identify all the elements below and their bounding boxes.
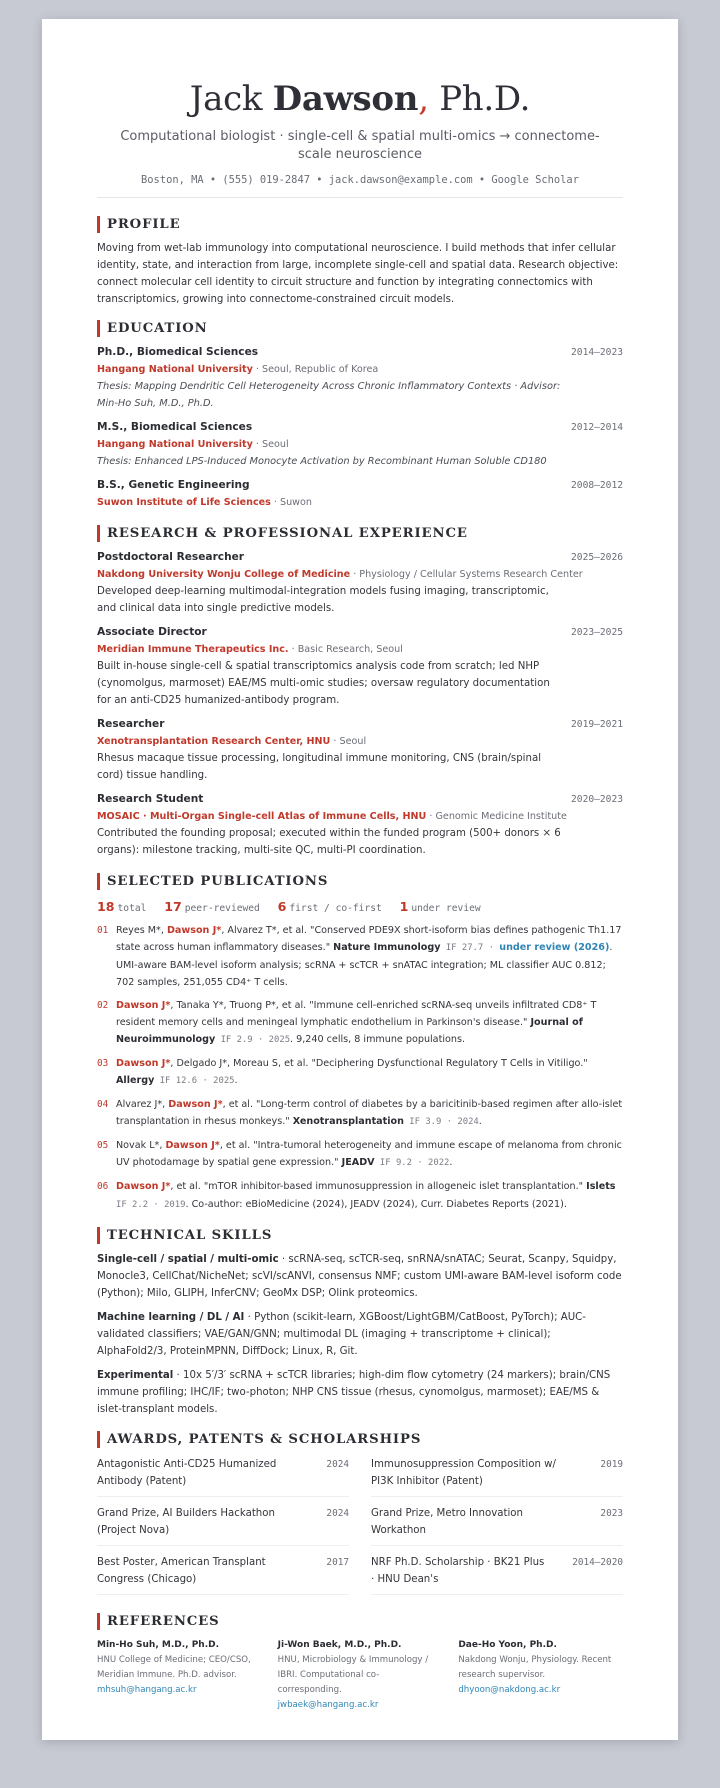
section-title-awards: AWARDS, PATENTS & SCHOLARSHIPS	[97, 1431, 623, 1448]
thesis: Thesis: Enhanced LPS-Induced Monocyte Activation by Recombinant Human Soluble CD180	[97, 456, 547, 468]
publication-item	[97, 1055, 623, 1090]
journal: Journal of Neuroimmunology	[116, 1017, 583, 1046]
publication-stats	[97, 898, 623, 917]
reference-item	[97, 1638, 262, 1713]
first-name: Jack	[189, 79, 263, 119]
skills-section	[97, 1227, 623, 1418]
entry-date: 2019–2021	[571, 719, 623, 731]
publication-item	[97, 997, 623, 1049]
education-section	[97, 320, 623, 511]
award-year: 2017	[326, 1557, 349, 1569]
award-year: 2019	[600, 1459, 623, 1471]
role-description: Developed deep-learning multimodal-integration models fusing imaging, transcriptomic, and clinical data into single predictive models.	[97, 586, 549, 615]
skill-label: Machine learning / DL / AI	[97, 1312, 245, 1324]
reference-item	[458, 1638, 623, 1713]
journal: JEADV	[341, 1157, 375, 1169]
degree: B.S., Genetic Engineering	[97, 479, 250, 492]
publication-item	[97, 1096, 623, 1131]
stat-first: 6	[277, 899, 287, 915]
experience-entry	[97, 624, 623, 709]
award-name: Antagonistic Anti-CD25 Humanized Antibody (Patent)	[97, 1459, 277, 1488]
publication-notes: . 9,240 cells, 8 immune populations.	[290, 1034, 465, 1046]
section-title-publications: SELECTED PUBLICATIONS	[97, 873, 623, 890]
institution-line	[97, 361, 623, 378]
self-author: Dawson J*	[168, 1099, 223, 1111]
publication-item	[97, 922, 623, 991]
publication-notes: .	[234, 1075, 238, 1087]
impact-factor: IF 12.6 · 2025	[154, 1076, 235, 1087]
publication-notes: . UMI-aware BAM-level isoform analysis; scRNA + scTCR + snATAC integration; ML classifier AUC 0.812; 702 samples, 251,055 CD4⁺ T cells.	[116, 942, 613, 989]
reference-email-link[interactable]: jwbaek@hangang.ac.kr	[277, 1700, 379, 1711]
skill-text: · 10x 5′/3′ scRNA + scTCR libraries; high-dim flow cytometry (24 markers); brain/CNS immune profiling; IHC/IF; two-photon; NHP CNS tissue (rhesus, cynomolgus, marmoset); EAE/MS & islet-transplant models.	[97, 1370, 611, 1416]
employer-line	[97, 808, 623, 825]
skill-group	[97, 1251, 623, 1302]
section-title-profile: PROFILE	[97, 216, 623, 233]
publication-number: 03	[97, 1058, 109, 1070]
impact-factor: IF 27.7 ·	[440, 943, 500, 954]
self-author: Dawson J*	[116, 1181, 171, 1193]
candidate-name	[97, 81, 623, 118]
department: · Basic Research, Seoul	[288, 644, 403, 656]
thesis: Thesis: Mapping Dendritic Cell Heterogeneity Across Chronic Inflammatory Contexts · Advisor: Min-Ho Suh, M.D., Ph.D.	[97, 381, 561, 410]
award-name: Grand Prize, AI Builders Hackathon (Project Nova)	[97, 1508, 275, 1537]
authors-pre: Alvarez J*,	[116, 1099, 169, 1111]
journal: Allergy	[116, 1075, 155, 1087]
stat-peer: 17	[164, 899, 182, 915]
reference-description: HNU, Microbiology & Immunology / IBRI. Computational co-corresponding.	[277, 1655, 429, 1696]
reference-name: Dae-Ho Yoon, Ph.D.	[458, 1640, 557, 1651]
stat-label: peer-reviewed	[184, 903, 260, 915]
profile-section	[97, 216, 623, 308]
employer: Xenotransplantation Research Center, HNU	[97, 736, 331, 748]
awards-grid	[97, 1456, 623, 1603]
role-description: Built in-house single-cell & spatial transcriptomics analysis code from scratch; led NHP (cynomolgus, marmoset) EAE/MS multi-omic studies; oversaw regulatory documentation for an anti-CD25 humanized-antibody program.	[97, 661, 550, 707]
award-item	[371, 1505, 623, 1546]
publication-number: 01	[97, 925, 109, 937]
location: · Suwon	[270, 497, 312, 509]
employer-line	[97, 566, 623, 583]
reference-email-link[interactable]: dhyoon@nakdong.ac.kr	[458, 1685, 561, 1696]
stat-total: 18	[97, 899, 115, 915]
profile-text: Moving from wet-lab immunology into computational neuroscience. I build methods that infer cellular identity, state, and interaction from large, incomplete single-cell and spatial data. Research objective: connect molecular cell identity to circuit structure and function by integrating connectomics with transcriptomics, growing into connectome-constrained circuit models.	[97, 243, 619, 306]
skill-group	[97, 1367, 623, 1418]
reference-name: Ji-Won Baek, M.D., Ph.D.	[277, 1640, 402, 1651]
authors-title: , Tanaka Y*, Truong P*, et al. "Immune cell-enriched scRNA-seq unveils infiltrated CD8⁺ T resident memory cells and meningeal lymphatic endothelium in Parkinson's disease."	[116, 1000, 597, 1029]
award-name: Grand Prize, Metro Innovation Workathon	[371, 1508, 523, 1537]
skill-label: Single-cell / spatial / multi-omic	[97, 1254, 279, 1266]
role: Research Student	[97, 793, 204, 806]
authors-pre: Novak L*,	[116, 1140, 166, 1152]
stat-review: 1	[399, 899, 409, 915]
publication-item	[97, 1137, 623, 1172]
entry-date: 2023–2025	[571, 627, 623, 639]
skill-text: · scRNA-seq, scTCR-seq, snRNA/snATAC; Seurat, Scanpy, Squidpy, Monocle3, CellChat/NicheNet; scVI/scANVI, consensus NMF; custom UMI-aware BAM-level isoform code (Python); Milo, GLIPH, InferCNV; GeoMx DSP; Olink proteomics.	[97, 1254, 622, 1300]
award-item	[97, 1554, 349, 1595]
authors-pre: Reyes M*,	[116, 925, 167, 937]
department: · Seoul	[330, 736, 367, 748]
self-author: Dawson J*	[165, 1140, 220, 1152]
stat-label: total	[117, 903, 147, 915]
name-comma: ,	[418, 79, 429, 119]
entry-date: 2025–2026	[571, 552, 623, 564]
experience-section	[97, 525, 623, 859]
employer: Meridian Immune Therapeutics Inc.	[97, 644, 289, 656]
education-entry	[97, 344, 623, 412]
references-grid	[97, 1638, 623, 1713]
publication-notes: .	[478, 1116, 482, 1128]
location: · Seoul, Republic of Korea	[252, 364, 379, 376]
impact-factor: IF 2.2 · 2019	[116, 1200, 186, 1211]
contact-line: Boston, MA • (555) 019-2847 • jack.dawson@example.com • Google Scholar	[141, 174, 579, 187]
institution: Suwon Institute of Life Sciences	[97, 497, 271, 509]
award-item	[97, 1456, 349, 1497]
role: Researcher	[97, 718, 165, 731]
department: · Genomic Medicine Institute	[426, 811, 567, 823]
reference-description: HNU College of Medicine; CEO/CSO, Meridian Immune. Ph.D. advisor.	[97, 1655, 251, 1681]
education-entry	[97, 477, 623, 511]
location: · Seoul	[252, 439, 289, 451]
award-item	[371, 1456, 623, 1497]
self-author: Dawson J*	[116, 1000, 171, 1012]
experience-entry	[97, 549, 623, 617]
employer: MOSAIC · Multi-Organ Single-cell Atlas of Immune Cells, HNU	[97, 811, 427, 823]
section-title-references: REFERENCES	[97, 1613, 623, 1630]
authors-title: , et al. "Intra-tumoral heterogeneity and immune escape of melanoma from chronic UV photodamage by spatial gene expression."	[116, 1140, 622, 1169]
journal: Islets	[586, 1181, 616, 1193]
publication-notes: . Co-author: eBioMedicine (2024), JEADV (2024), Curr. Diabetes Reports (2021).	[185, 1199, 567, 1211]
award-name: Immunosuppression Composition w/ PI3K Inhibitor (Patent)	[371, 1459, 556, 1488]
last-name: Dawson	[272, 79, 419, 119]
institution-line	[97, 436, 623, 453]
entry-date: 2008–2012	[571, 480, 623, 492]
employer-line	[97, 641, 623, 658]
reference-description: Nakdong Wonju, Physiology. Recent research supervisor.	[458, 1655, 612, 1681]
section-title-skills: TECHNICAL SKILLS	[97, 1227, 623, 1244]
publication-notes: .	[449, 1157, 453, 1169]
stat-label: under review	[411, 903, 481, 915]
resume-header	[97, 19, 623, 198]
publication-item	[97, 1178, 623, 1214]
award-year: 2024	[326, 1508, 349, 1520]
reference-email-link[interactable]: mhsuh@hangang.ac.kr	[97, 1685, 197, 1696]
degree: Ph.D., Biomedical Sciences	[97, 346, 259, 359]
award-name: NRF Ph.D. Scholarship · BK21 Plus · HNU Dean's	[371, 1557, 545, 1586]
role: Postdoctoral Researcher	[97, 551, 245, 564]
journal: Xenotransplantation	[292, 1116, 404, 1128]
entry-date: 2020–2023	[571, 794, 623, 806]
entry-date: 2012–2014	[571, 422, 623, 434]
stat-label: first / co-first	[289, 903, 382, 915]
institution-line	[97, 494, 623, 511]
entry-date: 2014–2023	[571, 347, 623, 359]
journal: Nature Immunology	[333, 942, 441, 954]
name-suffix: Ph.D.	[439, 79, 531, 119]
role: Associate Director	[97, 626, 207, 639]
award-name: Best Poster, American Transplant Congress (Chicago)	[97, 1557, 266, 1586]
authors-title: , Alvarez T*, et al. "Conserved PDE9X short-isoform bias defines pathogenic Th1.17 state across human inflammatory diseases."	[116, 925, 622, 954]
skill-text: · Python (scikit-learn, XGBoost/LightGBM/CatBoost, PyTorch); AUC-validated classifiers; VAE/GAN/GNN; multimodal DL (imaging + transcriptome + clinical); AlphaFold2/3, ProteinMPNN, DiffDock; Linux, R, Git.	[97, 1312, 586, 1358]
authors-title: , et al. "mTOR inhibitor-based immunosuppression in allogeneic islet transplantation."	[170, 1181, 587, 1193]
role-description: Contributed the founding proposal; executed within the funded program (500+ donors × 6 organs): milestone tracking, multi-site QC, multi-PI coordination.	[97, 828, 561, 857]
impact-factor: IF 2.9 · 2025	[215, 1035, 291, 1046]
institution: Hangang National University	[97, 364, 253, 376]
publications-section	[97, 873, 623, 1214]
award-year: 2023	[600, 1508, 623, 1520]
role-description: Rhesus macaque tissue processing, longitudinal immune monitoring, CNS (brain/spinal cord) tissue handling.	[97, 753, 542, 782]
publication-number: 06	[97, 1181, 109, 1193]
skill-group	[97, 1309, 623, 1360]
self-author: Dawson J*	[116, 1058, 171, 1070]
education-entry	[97, 419, 623, 470]
authors-title: , et al. "Long-term control of diabetes by a baricitinib-based regimen after allo-islet transplantation in rhesus monkeys."	[116, 1099, 623, 1128]
publication-number: 04	[97, 1099, 109, 1111]
authors-title: , Delgado J*, Moreau S, et al. "Deciphering Dysfunctional Regulatory T Cells in Vitiligo."	[170, 1058, 588, 1070]
section-title-education: EDUCATION	[97, 320, 623, 337]
employer-line	[97, 733, 623, 750]
publication-number: 05	[97, 1140, 109, 1152]
award-item	[371, 1554, 623, 1595]
award-year: 2024	[326, 1459, 349, 1471]
impact-factor: IF 9.2 · 2022	[374, 1158, 450, 1169]
header-divider	[97, 197, 623, 198]
skill-label: Experimental	[97, 1370, 174, 1382]
headline: Computational biologist · single-cell & spatial multi-omics → connectome-scale neuroscience	[120, 129, 600, 163]
award-year: 2014–2020	[572, 1557, 623, 1569]
self-author: Dawson J*	[166, 925, 222, 937]
reference-item	[278, 1638, 443, 1713]
awards-section	[97, 1431, 623, 1603]
institution: Hangang National University	[97, 439, 253, 451]
impact-factor: IF 3.9 · 2024	[403, 1117, 479, 1128]
resume-page	[42, 19, 678, 1740]
review-status: under review (2026)	[499, 942, 610, 954]
section-title-experience: RESEARCH & PROFESSIONAL EXPERIENCE	[97, 525, 623, 542]
reference-name: Min-Ho Suh, M.D., Ph.D.	[97, 1640, 220, 1651]
publication-number: 02	[97, 1000, 109, 1012]
references-section	[97, 1613, 623, 1713]
employer: Nakdong University Wonju College of Medicine	[97, 569, 351, 581]
award-item	[97, 1505, 349, 1546]
degree: M.S., Biomedical Sciences	[97, 421, 253, 434]
department: · Physiology / Cellular Systems Research Center	[350, 569, 583, 581]
experience-entry	[97, 716, 623, 784]
experience-entry	[97, 791, 623, 859]
